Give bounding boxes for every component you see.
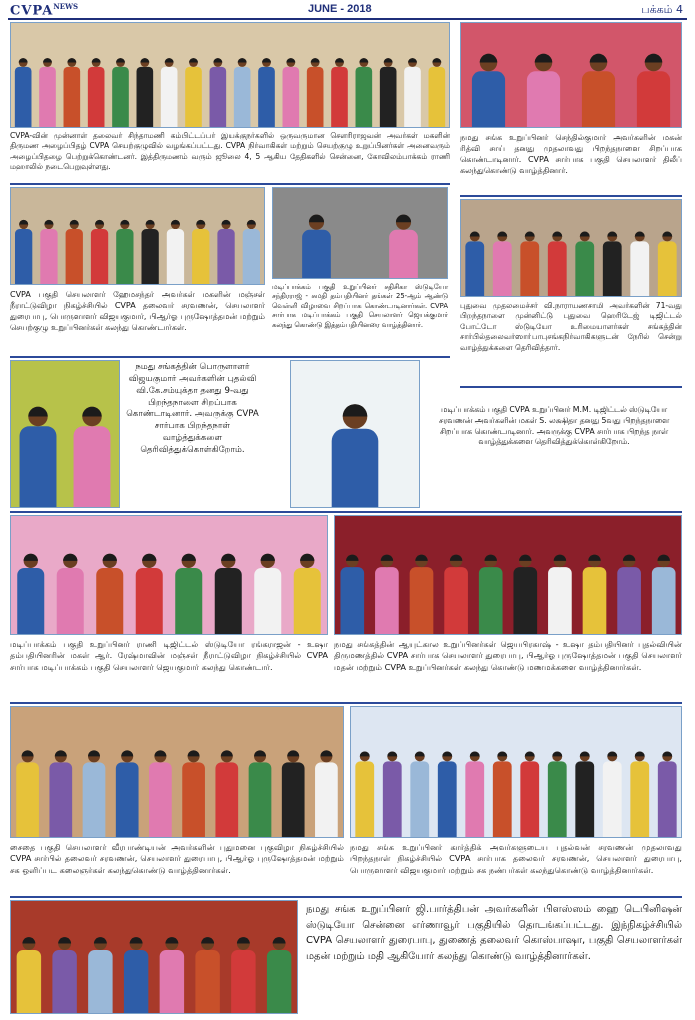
person-silhouette [64,58,81,127]
caption-lakshitha: மடிப்பாக்கம் பகுதி CVPA உறுப்பினர் M.M. டிஜிட்டல் ஸ்டுடியோ சரவணன் அவர்களின் மகள் S. லக்ஷிதா தனது 5வது பிறந்தநாளை சிறப்பாக கொண்டாடினார். அவருக்கு CVPA சார்பாக பிறந்த நாள் வாழ்த்துக்களை தெரிவித்துக்கொள்கிறோம். [438,405,670,447]
cvpa-news-logo: $CVPA^{NEWS}$ [10,2,79,19]
person-silhouette [658,751,677,837]
person-silhouette [603,751,622,837]
person-silhouette [15,58,32,127]
person-silhouette [40,220,57,284]
divider [10,702,682,704]
person-silhouette [315,750,338,837]
person-silhouette [493,751,512,837]
photo-birthday-senthilkumar [460,22,682,128]
person-silhouette [234,58,251,127]
person-silhouette [116,750,139,837]
caption-housewarming: சைதை பகுதி செயலாளர் வீரபாண்டியன் அவர்களின் புதுமனை புகுவிழா நிகழ்ச்சியில் CVPA சார்பில் தலைவர் சரவணன், செயலாளர் துரைபாபு, பிஆர்ஓ புருஷோத்தமன் மற்றும் சக ஒளிப்பட கலைஞர்கள் கலந்துகொண்டு வாழ்த்தினார்கள். [10,842,344,875]
person-silhouette [215,750,238,837]
caption-wedding-jayaprakash: நமது சங்கத்தின் ஆயுட்கால உறுப்பினர்கள் ஜெயபிரகாஷ் - உஷா தம்பதியினர் புதல்வியின் திருமணத்தில் CVPA சார்பாக செயலாளர் துரைபாபு, பிஆர்ஓ புருஷோத்தமன் பகுதி செயலாளர் மதன் மற்றும் CVPA உறுப்பினர்கள் கலந்து கொண்டு மணமக்களை வாழ்த்தினார்கள். [334,639,682,672]
person-silhouette [383,751,402,837]
photo-couple-anniversary [272,187,448,279]
issue-date: JUNE - 2018 [308,3,372,15]
caption-silver-jubilee: மடிப்பாக்கம் பகுதி உறுப்பினர் சதிசிகா ஸ்டுடியோ சந்திரராஜ் - சுமதி தம்பதியினர் தங்கள் 25-ஆம் ஆண்டு வெள்ளி விழாவை சிறப்பாக கொண்டாடினார்கள். CVPA சார்பாக மடிப்பாக்கம் பகுதி செயலாளர் ஜெயக்குமார் கலந்து கொண்டு இத்தம்பதியினரை வாழ்த்தினார். [272,283,448,329]
caption-ritvi-birthday: நமது சங்க உறுப்பினர் செந்தில்குமார் அவர்களின் மகன் ரித்வி சாய் தனது முதலாவது பிறந்தநாளை சிறப்பாக கொண்டாடினார். CVPA சார்பாக பகுதி செயலாளர் திலீப் கலந்துகொண்டு வாழ்த்தினார். [460,133,682,176]
person-silhouette [185,58,202,127]
photo-honoring-group [10,22,450,128]
person-silhouette [258,58,275,127]
person-silhouette [210,58,227,127]
person-silhouette [66,220,83,284]
photo-reshma-function [10,515,328,635]
person-silhouette [282,750,305,837]
person-silhouette [39,58,56,127]
person-silhouette [380,58,397,127]
person-silhouette [630,751,649,837]
person-silhouette [217,220,234,284]
caption-wedding-invitation: CVPA-வின் முன்னாள் தலைவர் சிந்தாமணி கம்பிட்டப்பர் இயக்குநர்களில் ஒருவருமான சௌரிராஜவன் அவர்கள் மகளின் திருமண அழைப்பிதழ் CVPA செயற்குழுவில் வழங்கப்பட்டது. CVPA நிர்வாகிகள் மற்றும் செயற்குழு உறுப்பினர்கள் அனைவரும் அழைப்பிதழை பெற்றுக்கொண்டனர். இத்திருமணம் வரும் ஜூலை 4, 5 ஆகிய தேதிகளில் சென்னை, கோவிலம்பாக்கம் ராணி மஹாலில் நடைபெறுவுள்ளது. [10,131,450,172]
caption-son-birthday: நமது சங்க உறுப்பினர் கார்த்திக் அவர்களுடைய புதல்வன் சரவணன் முதலாவது பிறந்தநாள் நிகழ்ச்சியில் CVPA சார்பாக தலைவர் சரவணன், செயலாளர் துரைபாபு, பொருளாளர் விஜயகுமார் மற்றும் சக நண்பர்கள் கலந்துகொண்டு வாழ்த்தினார்கள். [350,842,682,875]
caption-reshma: மடிப்பாக்கம் பகுதி உறுப்பினர் ராணி டிஜிட்டல் ஸ்டுடியோ ரங்கராஜன் - உஷா தம்பதியினரின் மகள் ஆர். ரேஷ்மாவின் மஞ்சள் நீராட்டுவிழா நிகழ்ச்சியில் CVPA சார்பாக மடிப்பாக்கம் பகுதி செயலாளர் ஜெயகுமார் கலந்து கொண்டார். [10,639,328,672]
page-number: பக்கம் 4 [641,3,683,16]
person-silhouette [192,220,209,284]
person-silhouette [137,58,154,127]
person-silhouette [465,751,484,837]
person-silhouette [91,220,108,284]
person-silhouette [575,751,594,837]
person-silhouette [15,220,32,284]
photo-samyuktha [10,360,120,508]
person-silhouette [356,58,373,127]
person-silhouette [520,751,539,837]
photo-son-birthday [350,706,682,838]
photo-lakshitha [290,360,420,508]
divider [10,896,682,898]
photo-chief-minister [460,199,682,297]
divider [10,183,450,185]
person-silhouette [307,58,324,127]
person-silhouette [112,58,129,127]
person-silhouette [410,751,429,837]
person-silhouette [283,58,300,127]
person-silhouette [16,750,39,837]
photo-wedding-jayaprakash [334,515,682,635]
person-silhouette [141,220,158,284]
photo-housewarming [10,706,344,838]
person-silhouette [331,58,348,127]
photo-background [273,188,447,278]
person-silhouette [243,220,260,284]
person-silhouette [167,220,184,284]
person-silhouette [429,58,446,127]
divider [10,511,682,513]
person-silhouette [182,750,205,837]
person-silhouette [49,750,72,837]
person-silhouette [355,751,374,837]
photo-hemachandar-function [10,187,265,285]
person-silhouette [404,58,421,127]
person-silhouette [438,751,457,837]
person-silhouette [83,750,106,837]
caption-studio-opening: நமது சங்க உறுப்பினர் ஜி.பார்த்திபன் அவர்களின் பிளஸ்ஸம் ஹை டெபினிஷன் ஸ்டுடியோ சென்னை எர்ணாவூர் பகுதியில் தொடங்கப்பட்டது. இந்நிகழ்ச்சியில் CVPA செயலாளர் துரைபாபு, துணைத் தலைவர் கொஸ்பாஷா, பகுதி செயலாளர்கள் மதன் மற்றும் மதி ஆகியோர் கலந்து கொண்டு வாழ்த்தினார்கள். [306,904,682,962]
photo-studio-opening [10,900,298,1014]
caption-chief-minister: புதுவை முதலமைச்சர் வி.நாராயணசாமி அவர்களின் 71-வது பிறந்தநாளை முன்னிட்டு புதுவை ஹெரிடேஜ் டிஜிட்டல் போட்டோ ஸ்டுடியோ உரிமையாளர்கள் சங்கத்தின் சார்பில்தலைவர்ஸாா்பாபுசங்கநிர்வாகிகளுடன் நேரில் சென்று வாழ்த்துக்களை தெரிவித்தார். [460,301,682,352]
caption-hemachandar: CVPA பகுதி செயலாளர் ஹேமசந்தர் அவர்கள் மகளின் மஞ்சள் நீராட்டுவிழா நிகழ்ச்சியில் CVPA தலைவர் சரவணன், செயலாளர் துரைபாபு, பொருளாளர் விஜயகுமார், பிஆர்ஓ புருஷோத்தமன் மற்றும் செயற்குழு உறுப்பினர்கள் கலந்து கொண்டார்கள். [10,290,265,333]
person-silhouette [116,220,133,284]
person-silhouette [88,58,105,127]
person-silhouette [149,750,172,837]
divider [460,195,682,197]
person-silhouette [249,750,272,837]
person-silhouette [548,751,567,837]
divider [10,356,450,358]
page-header [8,0,687,20]
divider [460,386,682,388]
person-silhouette [161,58,178,127]
caption-samyuktha: நமது சங்கத்தின் பொருளாளர் விஜயகுமார் அவர்களின் புதல்வி வி.கே.சம்யுக்தா தனது 9-வது பிறந்தநாளை சிறப்பாக கொண்டாடினார். அவருக்கு CVPA சார்பாக பிறந்தநாள் வாழ்த்துக்களை தெரிவித்துக்கொள்கிறோம். [126,362,259,456]
